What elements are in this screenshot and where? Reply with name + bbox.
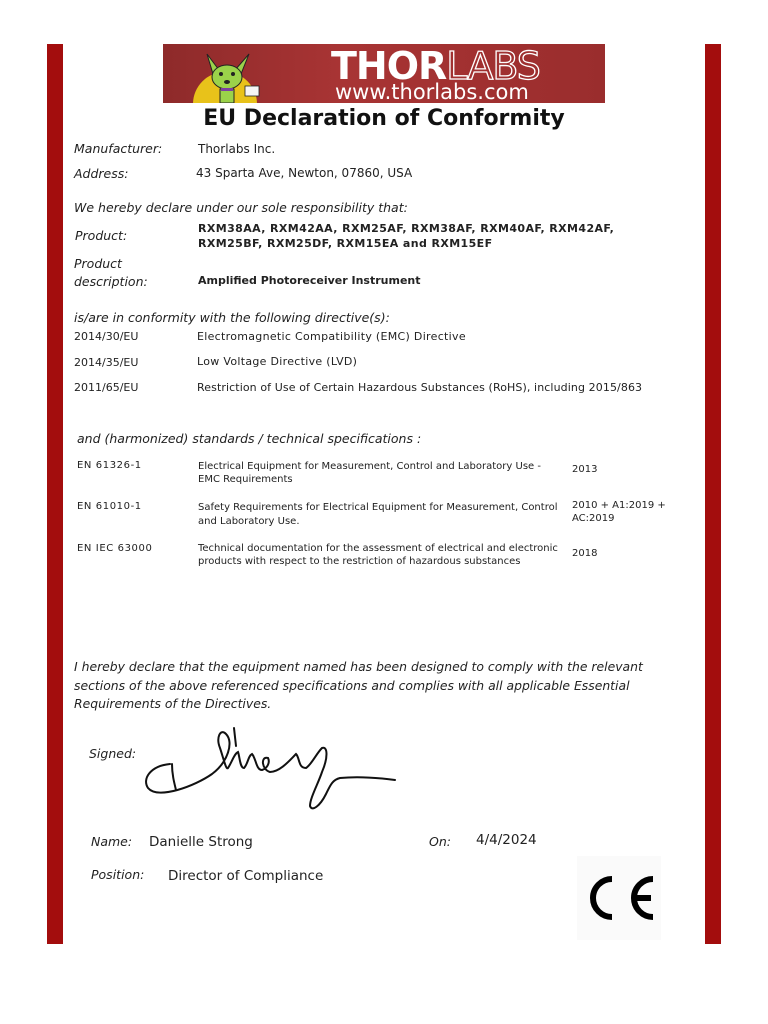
document-title: EU Declaration of Conformity xyxy=(203,106,565,131)
directive-name: Electromagnetic Compatibility (EMC) Directive xyxy=(197,330,466,343)
dog-mascot-icon xyxy=(163,44,283,103)
standard-year-line1: 2013 xyxy=(572,464,598,475)
signed-label: Signed: xyxy=(89,746,137,761)
standard-code: EN 61010-1 xyxy=(77,501,142,512)
standard-code: EN IEC 63000 xyxy=(77,543,153,554)
position-label: Position: xyxy=(91,867,145,882)
product-label: Product: xyxy=(75,228,128,243)
manufacturer-label: Manufacturer: xyxy=(74,141,163,156)
manufacturer-value: Thorlabs Inc. xyxy=(198,142,276,156)
directive-name: Restriction of Use of Certain Hazardous Substances (RoHS), including 2015/863 xyxy=(197,381,643,394)
directives-intro: is/are in conformity with the following directive(s): xyxy=(74,310,390,325)
standard-description-line1: Electrical Equipment for Measurement, Control and Laboratory Use - xyxy=(198,461,541,472)
product-description-label-line2: description: xyxy=(74,274,148,289)
brand-part-thor: THOR xyxy=(331,44,447,88)
thorlabs-banner xyxy=(163,44,605,103)
name-value: Danielle Strong xyxy=(149,834,253,850)
address-value: 43 Sparta Ave, Newton, 07860, USA xyxy=(196,166,413,180)
position-value: Director of Compliance xyxy=(168,868,324,884)
directive-code: 2014/30/EU xyxy=(74,330,139,343)
product-value-line1: RXM38AA, RXM42AA, RXM25AF, RXM38AF, RXM40AF, RXM42AF, xyxy=(198,222,615,235)
product-description-value: Amplified Photoreceiver Instrument xyxy=(198,274,421,287)
standard-year-line1: 2010 + A1:2019 + xyxy=(572,500,666,511)
standard-description-line1: Safety Requirements for Electrical Equipment for Measurement, Control xyxy=(198,502,558,513)
brand-part-labs: LABS xyxy=(446,44,540,88)
address-label: Address: xyxy=(74,166,129,181)
standard-description-line2: and Laboratory Use. xyxy=(198,516,300,527)
directive-code: 2014/35/EU xyxy=(74,356,139,369)
product-value-line2: RXM25BF, RXM25DF, RXM15EA and RXM15EF xyxy=(198,237,493,250)
product-description-label-line1: Product xyxy=(74,256,122,271)
ce-mark-box xyxy=(577,856,661,940)
on-label: On: xyxy=(429,834,451,849)
left-red-border xyxy=(47,44,63,944)
standard-description-line1: Technical documentation for the assessment of electrical and electronic xyxy=(198,543,558,554)
date-value: 4/4/2024 xyxy=(476,832,537,848)
standard-description-line2: EMC Requirements xyxy=(198,474,293,485)
directive-name: Low Voltage Directive (LVD) xyxy=(197,355,358,368)
name-label: Name: xyxy=(91,834,133,849)
standard-code: EN 61326-1 xyxy=(77,460,142,471)
standard-year-line1: 2018 xyxy=(572,548,598,559)
handwritten-signature xyxy=(140,724,400,819)
responsibility-statement: We hereby declare under our sole responsibility that: xyxy=(74,200,408,215)
ce-mark-icon xyxy=(577,856,661,940)
right-red-border xyxy=(705,44,721,944)
standard-year-line2: AC:2019 xyxy=(572,513,615,524)
standards-intro: and (harmonized) standards / technical specifications : xyxy=(77,431,422,446)
brand-url: www.thorlabs.com xyxy=(335,80,529,103)
directive-code: 2011/65/EU xyxy=(74,381,139,394)
declaration-statement: I hereby declare that the equipment named has been designed to comply with the relevant sections of the above referenced specifications and complies with all applicable Essential Requirements of the Directives. xyxy=(74,659,643,711)
standard-description-line2: products with respect to the restriction of hazardous substances xyxy=(198,556,521,567)
